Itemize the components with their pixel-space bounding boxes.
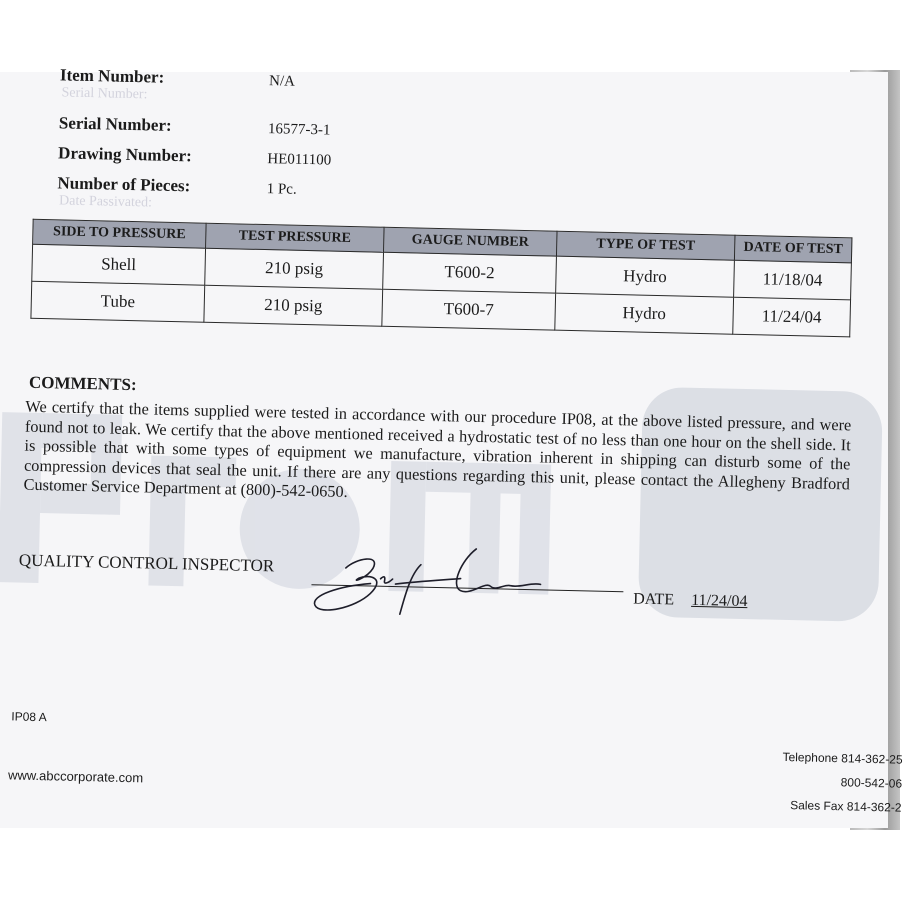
comments-heading: COMMENTS: bbox=[28, 372, 137, 395]
table-cell: T600-2 bbox=[383, 252, 557, 293]
serial-number-value: 16577-3-1 bbox=[267, 121, 331, 139]
telephone-number: Telephone 814-362-25 bbox=[782, 749, 903, 767]
bleed-through-text: Serial Number: bbox=[61, 85, 148, 103]
column-header-gauge: GAUGE NUMBER bbox=[384, 227, 558, 256]
quality-control-inspector-label: QUALITY CONTROL INSPECTOR bbox=[18, 550, 275, 576]
date-label: DATE bbox=[633, 590, 675, 609]
date-value: 11/24/04 bbox=[690, 591, 748, 611]
comments-paragraph: We certify that the items supplied were tested in accordance with our procedure IP08, at the above listed pressure, and were found not to leak. We certify that the above mentioned received a hydrostatic test of no less than one hour on the shell side. It is possible that with some types of equipment we manufacture, vibration inherent in shipping can disturb some of the compression devices that seal the unit. If there are any questions regarding this unit, please contact the Allegheny Bradford Customer Service Department at (800)-542-0650. bbox=[23, 396, 852, 502]
table-cell: Shell bbox=[32, 244, 206, 285]
column-header-side: SIDE TO PRESSURE bbox=[33, 219, 207, 248]
number-of-pieces-value: 1 Pc. bbox=[266, 181, 297, 198]
column-header-pressure: TEST PRESSURE bbox=[206, 223, 385, 252]
bleed-through-text: Date Passivated: bbox=[58, 193, 153, 211]
table-cell: 210 psig bbox=[204, 285, 383, 326]
serial-number-label: Serial Number: bbox=[58, 113, 172, 135]
drawing-number-value: HE011100 bbox=[267, 151, 332, 169]
serial-number-row bbox=[59, 113, 331, 139]
drawing-number-label: Drawing Number: bbox=[57, 143, 193, 166]
document-page bbox=[0, 65, 903, 828]
inspector-signature bbox=[310, 537, 552, 622]
company-website: www.abccorporate.com bbox=[7, 767, 144, 786]
toll-free-number: 800-542-06 bbox=[840, 775, 903, 791]
column-header-type: TYPE OF TEST bbox=[556, 231, 735, 260]
table-cell: Tube bbox=[31, 281, 205, 322]
table-cell: Hydro bbox=[556, 256, 735, 297]
table-cell: 210 psig bbox=[205, 248, 384, 289]
table-cell: 11/24/04 bbox=[733, 297, 851, 337]
test-results-table bbox=[30, 219, 852, 338]
column-header-date: DATE OF TEST bbox=[734, 235, 852, 263]
number-of-pieces-label: Number of Pieces: bbox=[57, 173, 191, 196]
item-number-value: N/A bbox=[268, 73, 296, 90]
document-sheet bbox=[0, 65, 903, 848]
table-cell: Hydro bbox=[555, 293, 734, 334]
item-number-label: Item Number: bbox=[59, 65, 165, 87]
contact-block bbox=[721, 749, 903, 825]
table-cell: 11/18/04 bbox=[734, 260, 852, 300]
sales-fax-number: Sales Fax 814-362-2 bbox=[790, 798, 902, 815]
table-cell: T600-7 bbox=[382, 289, 556, 330]
form-code: IP08 A bbox=[11, 709, 47, 725]
drawing-number-row bbox=[58, 143, 332, 169]
